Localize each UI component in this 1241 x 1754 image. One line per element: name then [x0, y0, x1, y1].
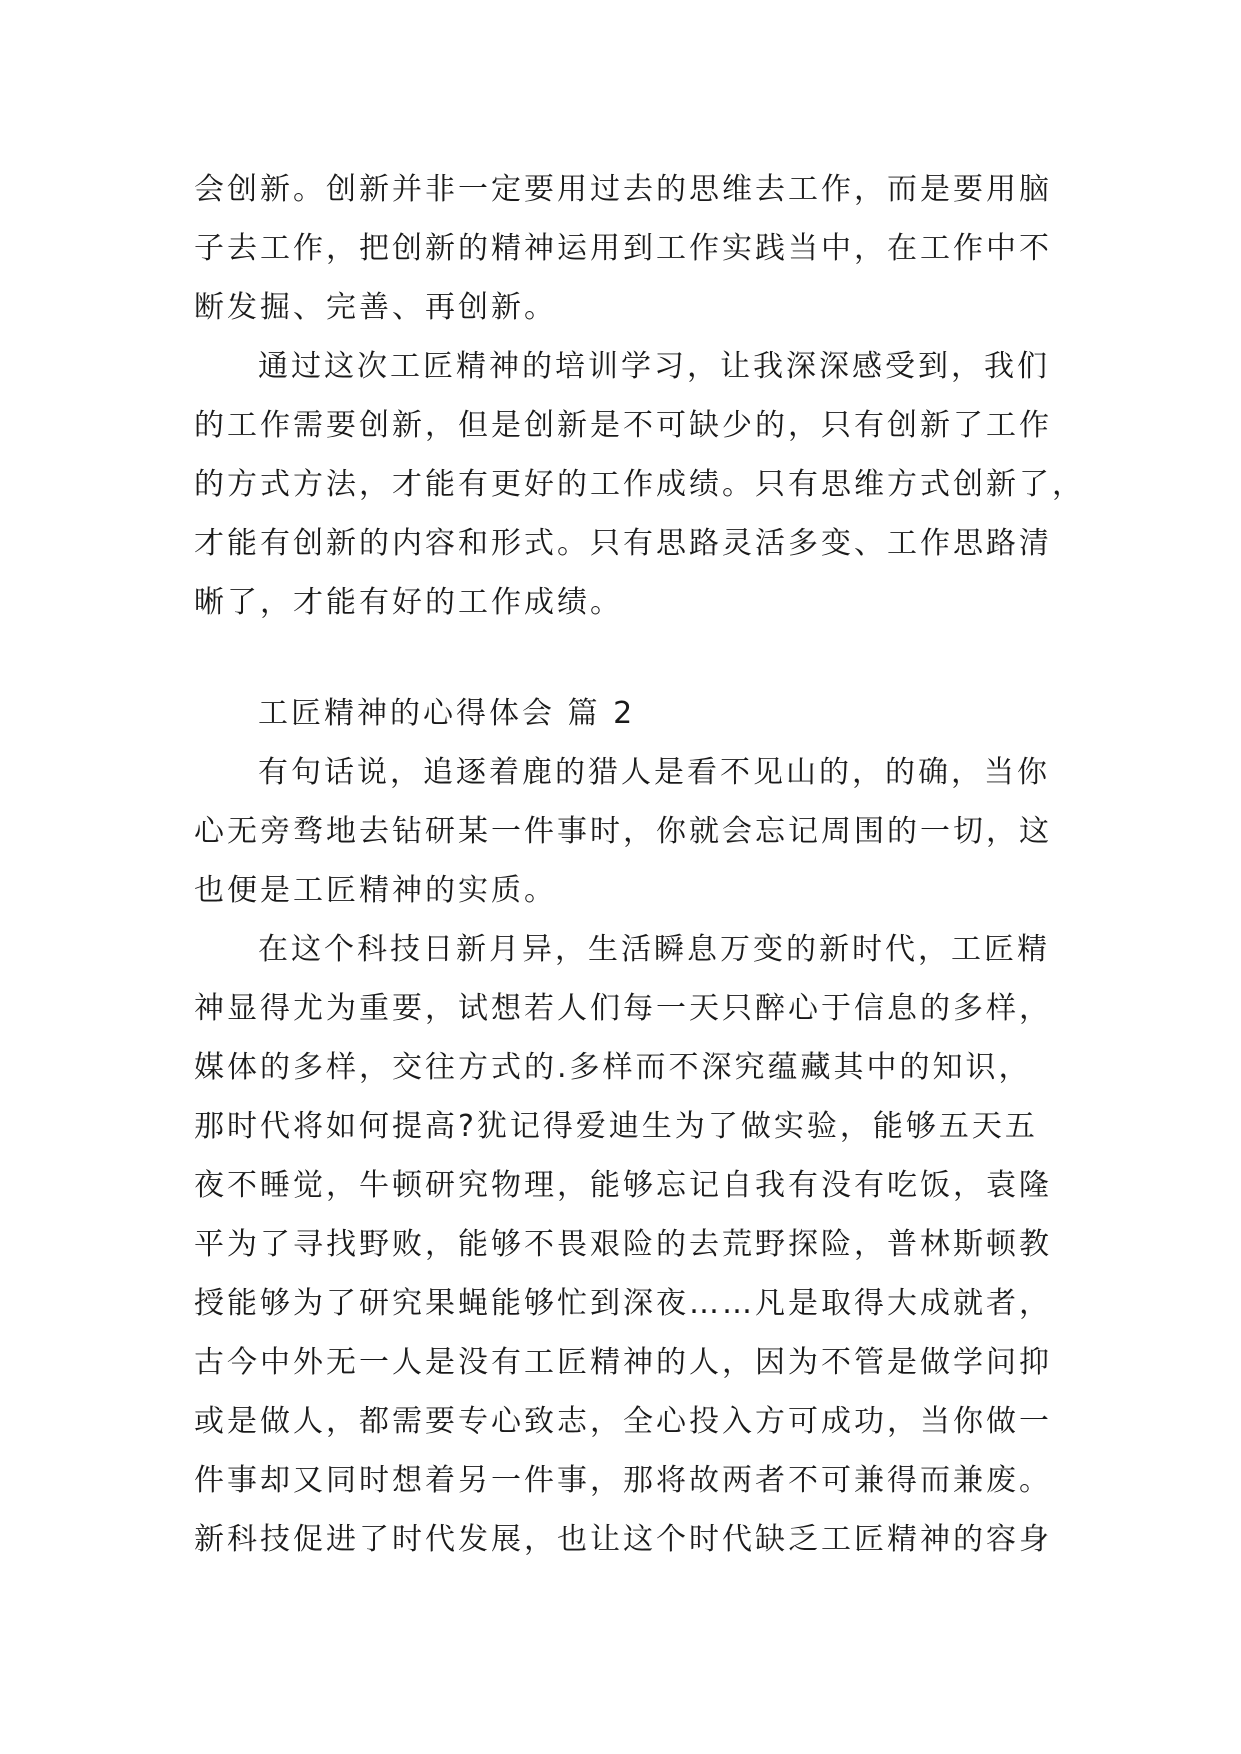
text-line: 夜不睡觉，牛顿研究物理，能够忘记自我有没有吃饭，袁隆	[194, 1168, 1052, 1203]
section-heading	[194, 684, 1054, 743]
text-line: 晰了，才能有好的工作成绩。	[194, 585, 623, 620]
text-line: 的工作需要创新，但是创新是不可缺少的，只有创新了工作	[194, 408, 1052, 443]
paragraph-4	[194, 920, 1054, 1569]
text-line: 心无旁骛地去钻研某一件事时，你就会忘记周围的一切，这	[194, 814, 1052, 849]
text-line: 授能够为了研究果蝇能够忙到深夜……凡是取得大成就者，	[194, 1286, 1052, 1321]
paragraph-2	[194, 337, 1085, 632]
text-line: 平为了寻找野败，能够不畏艰险的去荒野探险，普林斯顿教	[194, 1227, 1052, 1262]
text-line: 那时代将如何提高?犹记得爱迪生为了做实验，能够五天五	[194, 1109, 1038, 1144]
text-line: 件事却又同时想着另一件事，那将故两者不可兼得而兼废。	[194, 1463, 1052, 1498]
text-line: 在这个科技日新月异，生活瞬息万变的新时代，工匠精	[258, 932, 1050, 967]
text-line: 也便是工匠精神的实质。	[194, 873, 557, 908]
paragraph-3	[194, 743, 1054, 920]
text-line: 媒体的多样，交往方式的.多样而不深究蕴藏其中的知识，	[194, 1050, 1032, 1085]
text-line: 通过这次工匠精神的培训学习，让我深深感受到，我们	[258, 349, 1050, 384]
text-line: 的方式方法，才能有更好的工作成绩。只有思维方式创新了，	[194, 467, 1085, 502]
text-line: 神显得尤为重要，试想若人们每一天只醉心于信息的多样，	[194, 991, 1052, 1026]
text-line: 古今中外无一人是没有工匠精神的人，因为不管是做学问抑	[194, 1345, 1052, 1380]
text-line: 有句话说，追逐着鹿的猎人是看不见山的，的确，当你	[258, 755, 1050, 790]
section-heading-text: 工匠精神的心得体会 篇 2	[258, 696, 636, 731]
text-line: 断发掘、完善、再创新。	[194, 290, 557, 325]
text-line: 子去工作，把创新的精神运用到工作实践当中，在工作中不	[194, 231, 1052, 266]
text-line: 才能有创新的内容和形式。只有思路灵活多变、工作思路清	[194, 526, 1052, 561]
paragraph-1	[194, 160, 1054, 337]
text-line: 或是做人，都需要专心致志，全心投入方可成功，当你做一	[194, 1404, 1052, 1439]
text-line: 会创新。创新并非一定要用过去的思维去工作，而是要用脑	[194, 172, 1052, 207]
text-line: 新科技促进了时代发展，也让这个时代缺乏工匠精神的容身	[194, 1522, 1052, 1557]
